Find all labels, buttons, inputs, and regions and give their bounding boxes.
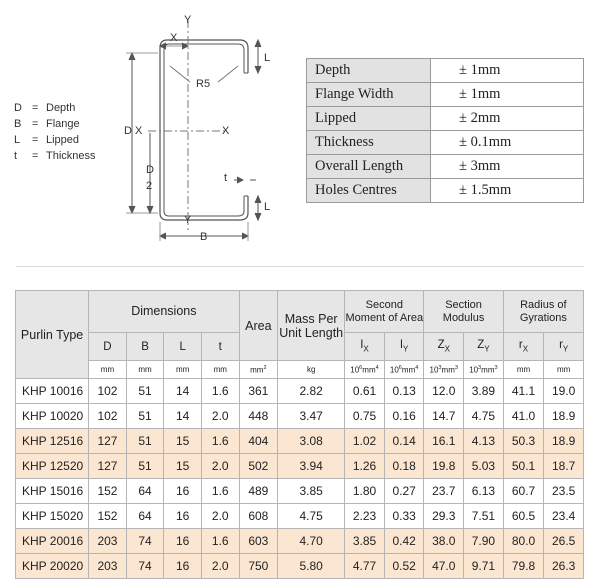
- unit-rx: mm: [503, 361, 544, 379]
- table-cell: 14.7: [424, 404, 464, 429]
- table-cell: 1.6: [201, 529, 239, 554]
- table-cell: 5.80: [278, 554, 345, 579]
- table-cell: 51: [126, 404, 164, 429]
- table-cell: 3.08: [278, 429, 345, 454]
- table-cell: 12.0: [424, 379, 464, 404]
- header-purlin-type: Purlin Type: [16, 291, 89, 379]
- table-cell: 102: [89, 379, 127, 404]
- table-cell: 2.0: [201, 554, 239, 579]
- purlin-properties-table: [15, 290, 584, 579]
- table-row: [16, 404, 584, 429]
- table-cell: 2.0: [201, 404, 239, 429]
- cell-purlin-type: KHP 15020: [16, 504, 89, 529]
- cell-purlin-type: KHP 20020: [16, 554, 89, 579]
- subheader-d: D: [89, 333, 127, 361]
- legend-row-depth: D = Depth: [14, 102, 76, 114]
- header-mass: Mass Per Unit Length: [278, 291, 345, 361]
- table-cell: 750: [239, 554, 278, 579]
- table-row: [16, 454, 584, 479]
- legend: [14, 100, 96, 164]
- table-cell: 16: [164, 504, 202, 529]
- table-cell: 60.5: [503, 504, 544, 529]
- unit-mass: kg: [278, 361, 345, 379]
- table-cell: 50.1: [503, 454, 544, 479]
- table-row: [16, 479, 584, 504]
- table-cell: 41.0: [503, 404, 544, 429]
- subheader-rx: $r_X$: [503, 333, 544, 361]
- table-cell: 502: [239, 454, 278, 479]
- table-cell: 80.0: [503, 529, 544, 554]
- table-cell: 2.82: [278, 379, 345, 404]
- table-cell: 14: [164, 404, 202, 429]
- table-cell: 0.33: [384, 504, 424, 529]
- tolerance-row: Thickness ± 0.1mm: [307, 131, 584, 155]
- unit-ix: $10^6mm^4$: [345, 361, 385, 379]
- table-cell: 23.4: [544, 504, 584, 529]
- section-divider: [16, 266, 584, 267]
- table-cell: 4.70: [278, 529, 345, 554]
- table-cell: 2.23: [345, 504, 385, 529]
- unit-t: mm: [201, 361, 239, 379]
- table-cell: 7.90: [464, 529, 504, 554]
- header-modulus: Section Modulus: [424, 291, 503, 333]
- cell-purlin-type: KHP 12520: [16, 454, 89, 479]
- table-cell: 6.13: [464, 479, 504, 504]
- label-l-top: L: [264, 52, 271, 64]
- table-cell: 5.03: [464, 454, 504, 479]
- unit-area: $mm^2$: [239, 361, 278, 379]
- table-cell: 0.75: [345, 404, 385, 429]
- table-cell: 152: [89, 479, 127, 504]
- header-moment: Second Moment of Area: [345, 291, 424, 333]
- tolerance-row: Flange Width ± 1mm: [307, 83, 584, 107]
- table-cell: 60.7: [503, 479, 544, 504]
- table-cell: 0.13: [384, 379, 424, 404]
- unit-zx: $10^3mm^3$: [424, 361, 464, 379]
- unit-zy: $10^3mm^3$: [464, 361, 504, 379]
- tolerance-table: [306, 58, 584, 203]
- table-cell: 18.9: [544, 404, 584, 429]
- table-cell: 0.61: [345, 379, 385, 404]
- table-cell: 0.52: [384, 554, 424, 579]
- table-cell: 3.85: [278, 479, 345, 504]
- label-l-bottom: L: [264, 201, 271, 213]
- table-row: [16, 504, 584, 529]
- table-cell: 16: [164, 479, 202, 504]
- table-row: [16, 529, 584, 554]
- table-cell: 0.42: [384, 529, 424, 554]
- table-cell: 1.26: [345, 454, 385, 479]
- table-cell: 64: [126, 504, 164, 529]
- table-cell: 4.13: [464, 429, 504, 454]
- table-cell: 0.18: [384, 454, 424, 479]
- table-cell: 23.7: [424, 479, 464, 504]
- table-cell: 4.75: [464, 404, 504, 429]
- label-x-top: X: [170, 32, 178, 44]
- table-cell: 1.6: [201, 379, 239, 404]
- cell-purlin-type: KHP 20016: [16, 529, 89, 554]
- subheader-iy: $I_Y$: [384, 333, 424, 361]
- table-cell: 41.1: [503, 379, 544, 404]
- table-cell: 448: [239, 404, 278, 429]
- label-y-bottom: Y: [184, 214, 192, 226]
- table-cell: 0.16: [384, 404, 424, 429]
- table-cell: 16: [164, 529, 202, 554]
- subheader-t: t: [201, 333, 239, 361]
- table-body: [16, 379, 584, 579]
- legend-row-flange: B = Flange: [14, 118, 80, 130]
- table-cell: 0.27: [384, 479, 424, 504]
- table-cell: 0.14: [384, 429, 424, 454]
- table-cell: 51: [126, 429, 164, 454]
- table-cell: 4.75: [278, 504, 345, 529]
- table-cell: 608: [239, 504, 278, 529]
- cell-purlin-type: KHP 10016: [16, 379, 89, 404]
- table-cell: 15: [164, 454, 202, 479]
- table-cell: 26.3: [544, 554, 584, 579]
- table-cell: 4.77: [345, 554, 385, 579]
- table-cell: 74: [126, 554, 164, 579]
- cell-purlin-type: KHP 15016: [16, 479, 89, 504]
- cell-purlin-type: KHP 10020: [16, 404, 89, 429]
- tolerance-row: Overall Length ± 3mm: [307, 155, 584, 179]
- table-cell: 3.85: [345, 529, 385, 554]
- table-cell: 203: [89, 529, 127, 554]
- unit-ry: mm: [544, 361, 584, 379]
- legend-row-lipped: L = Lipped: [14, 134, 80, 146]
- label-d-half: D: [146, 164, 154, 176]
- table-cell: 18.7: [544, 454, 584, 479]
- legend-row-thickness: t = Thickness: [14, 150, 96, 162]
- subheader-zx: $Z_X$: [424, 333, 464, 361]
- subheader-b: B: [126, 333, 164, 361]
- tolerance-row: Depth ± 1mm: [307, 59, 584, 83]
- table-cell: 51: [126, 454, 164, 479]
- header-dimensions: Dimensions: [89, 291, 239, 333]
- table-cell: 19.0: [544, 379, 584, 404]
- cell-purlin-type: KHP 12516: [16, 429, 89, 454]
- table-cell: 23.5: [544, 479, 584, 504]
- table-cell: 14: [164, 379, 202, 404]
- table-cell: 18.9: [544, 429, 584, 454]
- table-cell: 152: [89, 504, 127, 529]
- header-radius: Radius of Gyrations: [503, 291, 583, 333]
- table-cell: 3.94: [278, 454, 345, 479]
- unit-b: mm: [126, 361, 164, 379]
- table-cell: 47.0: [424, 554, 464, 579]
- table-cell: 79.8: [503, 554, 544, 579]
- table-cell: 26.5: [544, 529, 584, 554]
- table-cell: 3.47: [278, 404, 345, 429]
- table-cell: 50.3: [503, 429, 544, 454]
- table-cell: 1.02: [345, 429, 385, 454]
- table-cell: 489: [239, 479, 278, 504]
- label-two: 2: [146, 180, 153, 192]
- table-cell: 19.8: [424, 454, 464, 479]
- table-cell: 38.0: [424, 529, 464, 554]
- label-x-right: X: [222, 125, 230, 137]
- table-cell: 29.3: [424, 504, 464, 529]
- label-b: B: [200, 231, 208, 243]
- table-cell: 1.80: [345, 479, 385, 504]
- subheader-ry: $r_Y$: [544, 333, 584, 361]
- table-cell: 9.71: [464, 554, 504, 579]
- unit-iy: $10^6mm^4$: [384, 361, 424, 379]
- table-cell: 64: [126, 479, 164, 504]
- tolerance-row: Holes Centres ± 1.5mm: [307, 179, 584, 203]
- label-d-x: D X: [124, 125, 143, 137]
- table-cell: 2.0: [201, 454, 239, 479]
- label-t: t: [224, 172, 228, 184]
- subheader-l: L: [164, 333, 202, 361]
- subheader-zy: $Z_Y$: [464, 333, 504, 361]
- table-cell: 1.6: [201, 479, 239, 504]
- table-cell: 3.89: [464, 379, 504, 404]
- table-cell: 127: [89, 454, 127, 479]
- header-area: Area: [239, 291, 278, 361]
- tolerance-row: Lipped ± 2mm: [307, 107, 584, 131]
- table-cell: 361: [239, 379, 278, 404]
- table-cell: 1.6: [201, 429, 239, 454]
- table-cell: 2.0: [201, 504, 239, 529]
- table-cell: 127: [89, 429, 127, 454]
- table-cell: 74: [126, 529, 164, 554]
- table-cell: 51: [126, 379, 164, 404]
- table-cell: 102: [89, 404, 127, 429]
- table-cell: 16.1: [424, 429, 464, 454]
- table-row: [16, 379, 584, 404]
- label-y-top: Y: [184, 14, 192, 26]
- subheader-ix: $I_X$: [345, 333, 385, 361]
- table-cell: 15: [164, 429, 202, 454]
- table-row: [16, 429, 584, 454]
- c-section-drawing: [110, 8, 300, 248]
- table-cell: 7.51: [464, 504, 504, 529]
- table-row: [16, 554, 584, 579]
- label-r5: R5: [196, 78, 211, 90]
- table-cell: 404: [239, 429, 278, 454]
- unit-d: mm: [89, 361, 127, 379]
- table-cell: 203: [89, 554, 127, 579]
- unit-l: mm: [164, 361, 202, 379]
- table-cell: 603: [239, 529, 278, 554]
- table-cell: 16: [164, 554, 202, 579]
